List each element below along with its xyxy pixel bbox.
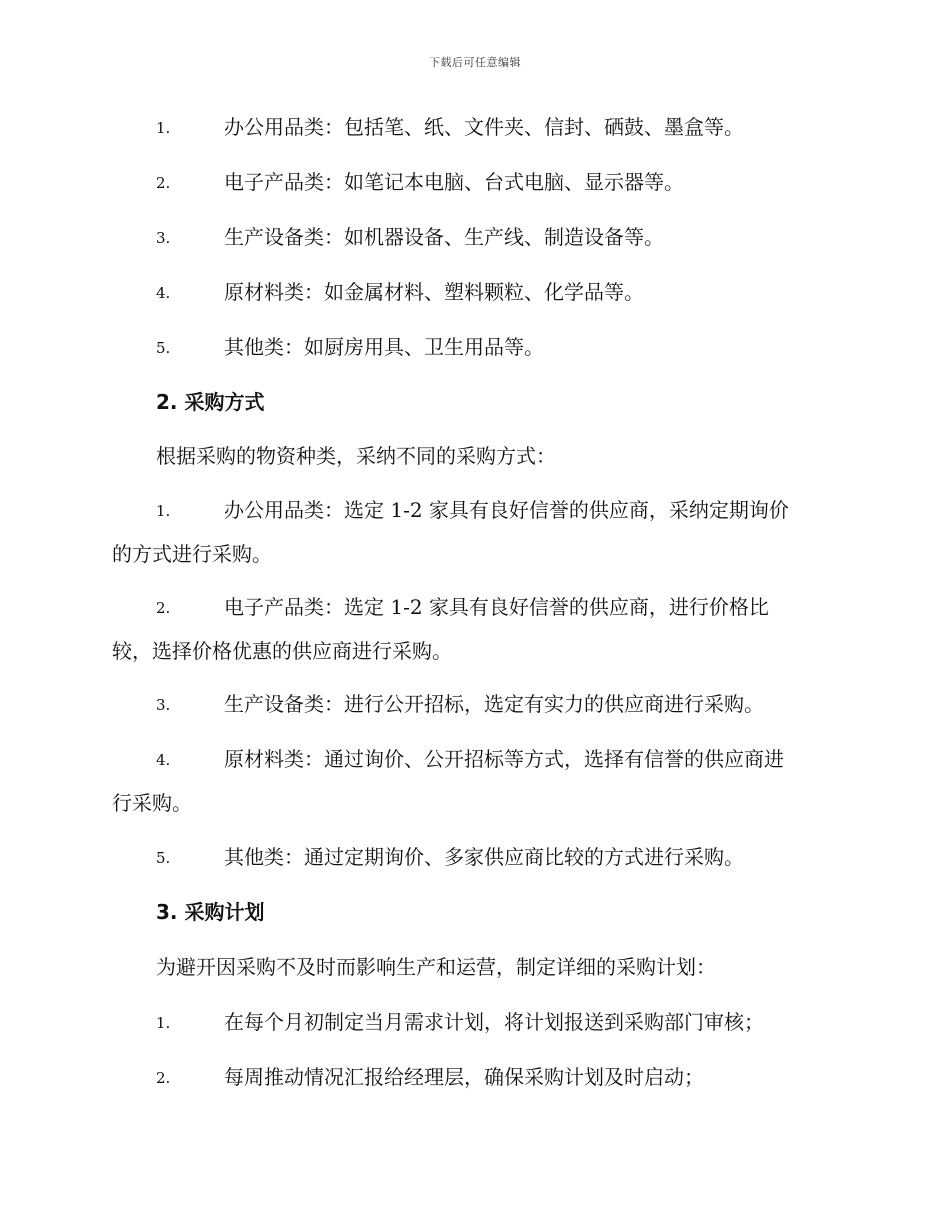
list-item-text: 办公用品类：包括笔、纸、文件夹、信封、硒鼓、墨盒等。: [224, 115, 744, 139]
list-item-text: 办公用品类：选定 1-2 家具有良好信誉的供应商，采纳定期询价: [224, 498, 789, 522]
list-item-number: 3.: [156, 229, 171, 247]
list-item-number: 1.: [156, 119, 171, 137]
list-item-text: 生产设备类：如机器设备、生产线、制造设备等。: [224, 225, 664, 249]
list-item-text: 原材料类：如金属材料、塑料颗粒、化学品等。: [224, 280, 644, 304]
list-item-number: 1.: [156, 502, 171, 520]
section-intro: 为避开因采购不及时而影响生产和运营，制定详细的采购计划：: [156, 955, 716, 979]
list-item-text: 每周推动情况汇报给经理层，确保采购计划及时启动；: [224, 1065, 704, 1089]
list-item-continuation: 的方式进行采购。: [112, 542, 272, 566]
list-item-number: 1.: [156, 1014, 171, 1032]
list-item-text: 电子产品类：选定 1-2 家具有良好信誉的供应商，进行价格比: [224, 595, 769, 619]
list-item-number: 4.: [156, 284, 171, 302]
list-item-text: 原材料类：通过询价、公开招标等方式，选择有信誉的供应商进: [224, 747, 784, 771]
list-item-text: 其他类：如厨房用具、卫生用品等。: [224, 335, 544, 359]
section-intro: 根据采购的物资种类，采纳不同的采购方式：: [156, 444, 556, 468]
list-item-number: 5.: [156, 339, 171, 357]
list-item-number: 3.: [156, 696, 171, 714]
list-item-text: 其他类：通过定期询价、多家供应商比较的方式进行采购。: [224, 845, 744, 869]
list-item-text: 生产设备类：进行公开招标，选定有实力的供应商进行采购。: [224, 692, 764, 716]
section-heading: 3. 采购计划: [156, 900, 265, 924]
list-item-number: 2.: [156, 599, 171, 617]
list-item-continuation: 较，选择价格优惠的供应商进行采购。: [112, 639, 452, 663]
list-item-number: 4.: [156, 751, 171, 769]
section-heading: 2. 采购方式: [156, 390, 265, 414]
list-item-continuation: 行采购。: [112, 791, 192, 815]
list-item-number: 5.: [156, 849, 171, 867]
list-item-text: 在每个月初制定当月需求计划，将计划报送到采购部门审核；: [224, 1010, 764, 1034]
list-item-number: 2.: [156, 1069, 171, 1087]
page-header: 下载后可任意编辑: [429, 56, 521, 69]
list-item-number: 2.: [156, 174, 171, 192]
list-item-text: 电子产品类：如笔记本电脑、台式电脑、显示器等。: [224, 170, 684, 194]
